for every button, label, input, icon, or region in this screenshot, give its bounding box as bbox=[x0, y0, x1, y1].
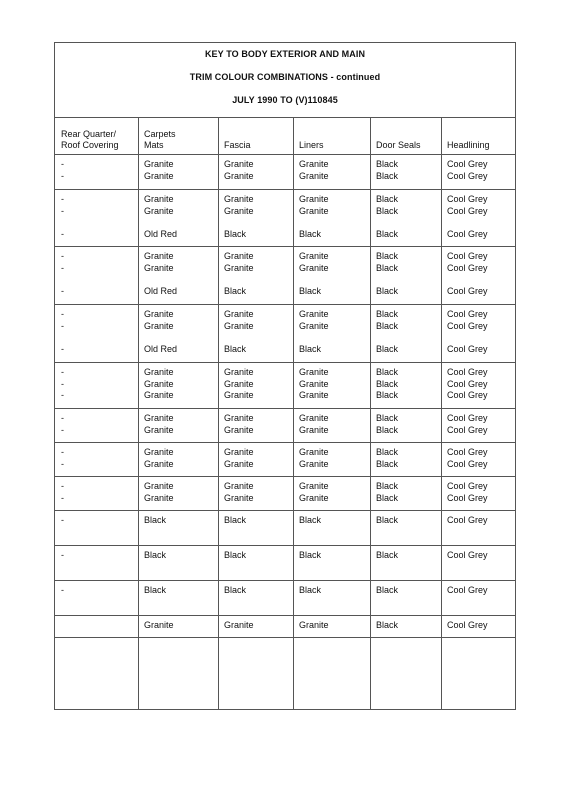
cell-fascia: Granite bbox=[224, 413, 254, 423]
cell-door-seals: Black bbox=[376, 413, 399, 423]
cell-fascia: Black bbox=[224, 515, 247, 525]
cell-fascia: Granite bbox=[224, 367, 254, 377]
cell-door-seals: Black bbox=[376, 550, 399, 560]
cell-fascia: Granite bbox=[224, 194, 254, 204]
table-row-group bbox=[55, 190, 515, 247]
cell-rear-quarter: - bbox=[61, 309, 64, 319]
cell-door-seals: Black bbox=[376, 620, 399, 630]
cell-carpets: Old Red bbox=[144, 229, 178, 239]
cell-liners: Granite bbox=[299, 159, 329, 169]
cell-carpets: Granite bbox=[144, 159, 174, 169]
cell-fascia: Granite bbox=[224, 390, 254, 400]
cell-door-seals: Black bbox=[376, 378, 399, 389]
cell-carpets: Granite bbox=[144, 481, 174, 491]
cell-carpets: Granite bbox=[144, 447, 174, 457]
cell-fascia: Granite bbox=[224, 447, 254, 457]
cell-door-seals: Black bbox=[376, 159, 399, 169]
cell-carpets: Granite bbox=[144, 458, 174, 469]
cell-liners: Granite bbox=[299, 320, 329, 331]
cell-carpets: Granite bbox=[144, 492, 174, 503]
title-line-2: TRIM COLOUR COMBINATIONS - continued bbox=[189, 72, 381, 82]
cell-headlining: Cool Grey bbox=[447, 194, 488, 204]
table-row-group bbox=[55, 305, 515, 363]
cell-carpets: Granite bbox=[144, 390, 174, 400]
cell-fascia: Granite bbox=[224, 620, 254, 630]
cell-door-seals: Black bbox=[376, 286, 399, 296]
cell-door-seals: Black bbox=[376, 251, 399, 261]
cell-fascia: Black bbox=[224, 229, 247, 239]
cell-headlining: Cool Grey bbox=[447, 550, 488, 560]
column-header-rear-quarter: Rear Quarter/ bbox=[61, 129, 117, 139]
cell-headlining: Cool Grey bbox=[447, 251, 488, 261]
cell-door-seals: Black bbox=[376, 170, 399, 181]
table-row-group bbox=[55, 546, 515, 581]
column-header-rear-quarter: Roof Covering bbox=[61, 140, 119, 150]
cell-headlining: Cool Grey bbox=[447, 424, 488, 435]
cell-fascia: Granite bbox=[224, 170, 254, 181]
cell-carpets: Granite bbox=[144, 413, 174, 423]
cell-liners: Granite bbox=[299, 194, 329, 204]
cell-carpets: Granite bbox=[144, 262, 174, 273]
cell-door-seals: Black bbox=[376, 390, 399, 400]
cell-fascia: Granite bbox=[224, 251, 254, 261]
cell-headlining: Cool Grey bbox=[447, 229, 488, 239]
title-line-3: JULY 1990 TO (V)110845 bbox=[232, 95, 338, 105]
cell-liners: Granite bbox=[299, 251, 329, 261]
cell-liners: Granite bbox=[299, 205, 329, 216]
cell-door-seals: Black bbox=[376, 309, 399, 319]
cell-liners: Granite bbox=[299, 424, 329, 435]
cell-door-seals: Black bbox=[376, 447, 399, 457]
cell-rear-quarter: - bbox=[61, 170, 64, 181]
cell-door-seals: Black bbox=[376, 492, 399, 503]
cell-liners: Granite bbox=[299, 309, 329, 319]
cell-door-seals: Black bbox=[376, 515, 399, 525]
cell-fascia: Granite bbox=[224, 458, 254, 469]
cell-rear-quarter: - bbox=[61, 424, 64, 435]
cell-carpets: Granite bbox=[144, 424, 174, 435]
table-row-group bbox=[55, 477, 515, 511]
cell-liners: Granite bbox=[299, 413, 329, 423]
cell-rear-quarter: - bbox=[61, 367, 64, 377]
trim-colour-table bbox=[54, 42, 516, 710]
cell-headlining: Cool Grey bbox=[447, 447, 488, 457]
table-row-group bbox=[55, 363, 515, 409]
cell-rear-quarter: - bbox=[61, 447, 64, 457]
column-header-row bbox=[55, 118, 515, 155]
cell-fascia: Granite bbox=[224, 378, 254, 389]
cell-rear-quarter: - bbox=[61, 262, 64, 273]
cell-door-seals: Black bbox=[376, 229, 399, 239]
cell-liners: Granite bbox=[299, 492, 329, 503]
cell-fascia: Granite bbox=[224, 309, 254, 319]
cell-door-seals: Black bbox=[376, 367, 399, 377]
cell-fascia: Granite bbox=[224, 205, 254, 216]
cell-carpets: Granite bbox=[144, 309, 174, 319]
cell-headlining: Cool Grey bbox=[447, 309, 488, 319]
cell-headlining: Cool Grey bbox=[447, 320, 488, 331]
cell-door-seals: Black bbox=[376, 262, 399, 273]
cell-rear-quarter: - bbox=[61, 251, 64, 261]
cell-rear-quarter: - bbox=[61, 515, 64, 525]
cell-door-seals: Black bbox=[376, 458, 399, 469]
cell-fascia: Granite bbox=[224, 424, 254, 435]
cell-fascia: Granite bbox=[224, 262, 254, 273]
title-line-1: KEY TO BODY EXTERIOR AND MAIN bbox=[204, 49, 366, 59]
cell-liners: Granite bbox=[299, 367, 329, 377]
cell-headlining: Cool Grey bbox=[447, 344, 488, 354]
cell-headlining: Cool Grey bbox=[447, 492, 488, 503]
cell-headlining: Cool Grey bbox=[447, 413, 488, 423]
cell-carpets: Black bbox=[144, 585, 167, 595]
cell-fascia: Granite bbox=[224, 481, 254, 491]
table-row-group bbox=[55, 409, 515, 443]
cell-carpets: Granite bbox=[144, 378, 174, 389]
cell-fascia: Black bbox=[224, 344, 247, 354]
cell-headlining: Cool Grey bbox=[447, 286, 488, 296]
cell-rear-quarter: - bbox=[61, 194, 64, 204]
column-header-carpets: Carpets bbox=[144, 129, 176, 139]
table-title-block bbox=[55, 43, 515, 118]
cell-door-seals: Black bbox=[376, 585, 399, 595]
cell-rear-quarter: - bbox=[61, 320, 64, 331]
cell-rear-quarter: - bbox=[61, 585, 64, 595]
cell-liners: Granite bbox=[299, 262, 329, 273]
cell-carpets: Granite bbox=[144, 620, 174, 630]
cell-rear-quarter: - bbox=[61, 205, 64, 216]
cell-rear-quarter: - bbox=[61, 229, 64, 239]
cell-fascia: Granite bbox=[224, 320, 254, 331]
cell-liners: Black bbox=[299, 286, 322, 296]
cell-carpets: Granite bbox=[144, 320, 174, 331]
cell-liners: Granite bbox=[299, 620, 329, 630]
table-row-group bbox=[55, 581, 515, 616]
cell-liners: Black bbox=[299, 585, 322, 595]
cell-liners: Granite bbox=[299, 447, 329, 457]
cell-liners: Granite bbox=[299, 481, 329, 491]
cell-rear-quarter: - bbox=[61, 344, 64, 354]
cell-headlining: Cool Grey bbox=[447, 262, 488, 273]
cell-headlining: Cool Grey bbox=[447, 515, 488, 525]
cell-rear-quarter: - bbox=[61, 286, 64, 296]
cell-carpets: Old Red bbox=[144, 344, 178, 354]
cell-rear-quarter: - bbox=[61, 458, 64, 469]
cell-fascia: Black bbox=[224, 585, 247, 595]
cell-liners: Black bbox=[299, 344, 322, 354]
cell-carpets: Black bbox=[144, 550, 167, 560]
column-header-headlining: Headlining bbox=[447, 140, 490, 150]
cell-door-seals: Black bbox=[376, 205, 399, 216]
table-row-group bbox=[55, 247, 515, 305]
table-row-group bbox=[55, 511, 515, 546]
cell-fascia: Granite bbox=[224, 492, 254, 503]
cell-fascia: Black bbox=[224, 286, 247, 296]
cell-rear-quarter: - bbox=[61, 492, 64, 503]
cell-liners: Black bbox=[299, 229, 322, 239]
cell-liners: Granite bbox=[299, 170, 329, 181]
cell-carpets: Granite bbox=[144, 205, 174, 216]
cell-liners: Granite bbox=[299, 458, 329, 469]
cell-headlining: Cool Grey bbox=[447, 585, 488, 595]
cell-headlining: Cool Grey bbox=[447, 367, 488, 377]
column-header-liners: Liners bbox=[299, 140, 324, 150]
cell-carpets: Granite bbox=[144, 251, 174, 261]
cell-rear-quarter: - bbox=[61, 390, 64, 400]
cell-liners: Black bbox=[299, 550, 322, 560]
cell-door-seals: Black bbox=[376, 320, 399, 331]
cell-carpets: Granite bbox=[144, 367, 174, 377]
cell-carpets: Granite bbox=[144, 194, 174, 204]
cell-headlining: Cool Grey bbox=[447, 390, 488, 400]
cell-rear-quarter: - bbox=[61, 550, 64, 560]
table-row-group bbox=[55, 155, 515, 190]
cell-headlining: Cool Grey bbox=[447, 205, 488, 216]
cell-door-seals: Black bbox=[376, 194, 399, 204]
cell-headlining: Cool Grey bbox=[447, 159, 488, 169]
table-row-group bbox=[55, 638, 515, 709]
cell-fascia: Black bbox=[224, 550, 247, 560]
table-row-group bbox=[55, 443, 515, 477]
column-header-fascia: Fascia bbox=[224, 140, 251, 150]
cell-liners: Granite bbox=[299, 390, 329, 400]
table-row-group bbox=[55, 616, 515, 638]
cell-rear-quarter: - bbox=[61, 481, 64, 491]
cell-carpets: Black bbox=[144, 515, 167, 525]
cell-door-seals: Black bbox=[376, 481, 399, 491]
cell-headlining: Cool Grey bbox=[447, 481, 488, 491]
cell-fascia: Granite bbox=[224, 159, 254, 169]
cell-headlining: Cool Grey bbox=[447, 170, 488, 181]
cell-liners: Granite bbox=[299, 378, 329, 389]
cell-rear-quarter: - bbox=[61, 413, 64, 423]
cell-carpets: Granite bbox=[144, 170, 174, 181]
cell-rear-quarter: - bbox=[61, 159, 64, 169]
cell-liners: Black bbox=[299, 515, 322, 525]
cell-rear-quarter: - bbox=[61, 378, 64, 389]
cell-carpets: Old Red bbox=[144, 286, 178, 296]
cell-headlining: Cool Grey bbox=[447, 458, 488, 469]
column-header-carpets: Mats bbox=[144, 140, 164, 150]
cell-headlining: Cool Grey bbox=[447, 620, 488, 630]
cell-door-seals: Black bbox=[376, 424, 399, 435]
cell-headlining: Cool Grey bbox=[447, 378, 488, 389]
cell-door-seals: Black bbox=[376, 344, 399, 354]
column-header-door-seals: Door Seals bbox=[376, 140, 421, 150]
